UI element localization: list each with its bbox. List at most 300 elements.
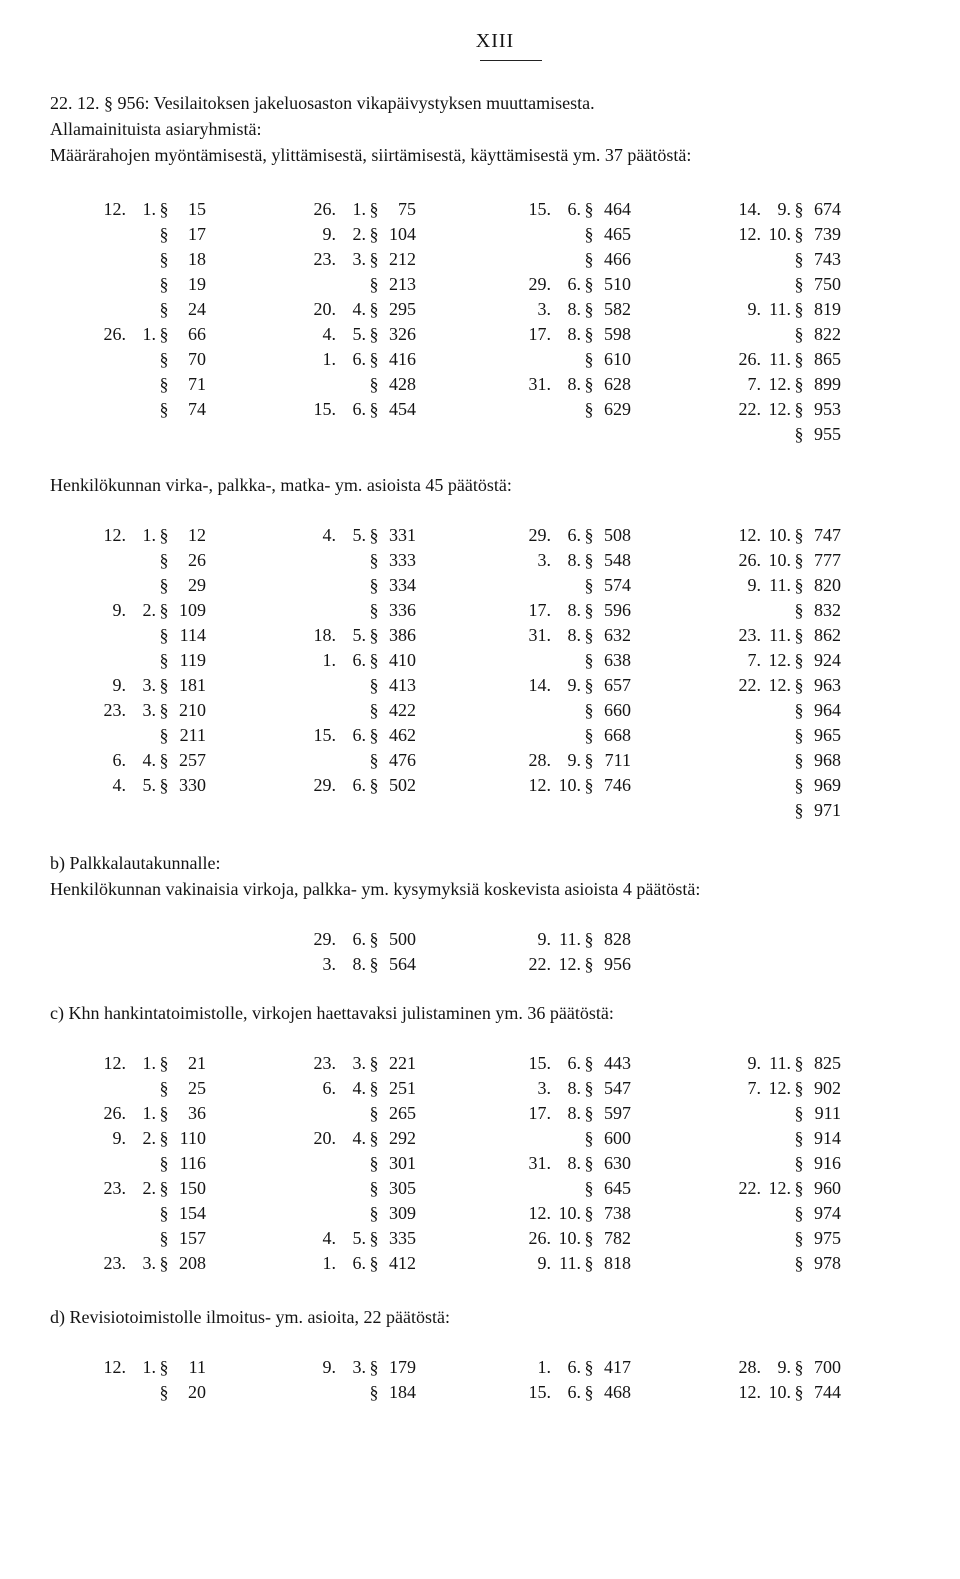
entry-number: 610 [604, 349, 631, 369]
decision-entry [515, 952, 631, 977]
entry-day: 1. [322, 650, 336, 670]
entry-number: 911 [814, 1103, 841, 1123]
entry-day: 17. [528, 600, 551, 620]
entry-number: 750 [814, 274, 841, 294]
section-sign: § [369, 929, 379, 949]
entry-day: 1. [537, 1357, 551, 1377]
section-sign: § [369, 1103, 379, 1123]
entry-number: 75 [398, 199, 416, 219]
decision-entry [90, 297, 206, 322]
entry-day: 9. [537, 929, 551, 949]
decision-entry [300, 952, 416, 977]
decision-entry [725, 247, 841, 272]
entry-month: 11. [769, 575, 791, 595]
section-sign: § [794, 1178, 804, 1198]
section-sign: § [584, 1128, 594, 1148]
entry-number: 960 [814, 1178, 841, 1198]
entry-number: 822 [814, 324, 841, 344]
entry-number: 828 [604, 929, 631, 949]
entry-number: 657 [604, 675, 631, 695]
entry-number: 508 [604, 525, 631, 545]
entry-day: 9. [747, 299, 761, 319]
entry-number: 15 [188, 199, 206, 219]
entry-month: 1. [142, 1053, 156, 1073]
decision-entry [515, 1251, 631, 1276]
entry-month: 2. [142, 1128, 156, 1148]
decision-entry [300, 723, 416, 748]
entry-month: 10. [768, 1382, 791, 1402]
decision-entry [515, 1226, 631, 1251]
entry-day: 31. [528, 625, 551, 645]
section-sign: § [584, 274, 594, 294]
entry-number: 114 [179, 625, 206, 645]
decision-entry [725, 1126, 841, 1151]
entry-month: 10. [558, 1203, 581, 1223]
section-sign: § [584, 550, 594, 570]
section-sign: § [159, 399, 169, 419]
decision-entry [725, 648, 841, 673]
entry-day: 28. [528, 750, 551, 770]
entry-number: 17 [188, 224, 206, 244]
decision-entry [90, 347, 206, 372]
entry-day: 9. [322, 1357, 336, 1377]
section-sign: § [369, 1128, 379, 1148]
section-sign: § [584, 249, 594, 269]
section-sign: § [794, 1203, 804, 1223]
entry-month: 8. [567, 324, 581, 344]
entry-day: 26. [738, 349, 761, 369]
entry-number: 668 [604, 725, 631, 745]
entry-month: 8. [567, 550, 581, 570]
entry-month: 6. [352, 929, 366, 949]
decision-entry [300, 598, 416, 623]
decision-entry [300, 1226, 416, 1251]
entry-number: 777 [814, 550, 841, 570]
section-sign: § [584, 1103, 594, 1123]
decision-entry [300, 1176, 416, 1201]
section-sign: § [794, 1382, 804, 1402]
section-sign: § [159, 1078, 169, 1098]
entry-day: 4. [322, 525, 336, 545]
decision-entry [725, 523, 841, 548]
section-sign: § [369, 575, 379, 595]
decision-entry [300, 347, 416, 372]
entry-month: 8. [567, 299, 581, 319]
section-sign: § [369, 1078, 379, 1098]
entry-month: 12. [768, 675, 791, 695]
section-sign: § [369, 399, 379, 419]
decision-entry [515, 1201, 631, 1226]
entry-day: 18. [313, 625, 336, 645]
section-sign: § [794, 324, 804, 344]
decision-entry [725, 1226, 841, 1251]
entry-number: 416 [389, 349, 416, 369]
section-sign: § [159, 725, 169, 745]
section-sign: § [159, 324, 169, 344]
section-sign: § [584, 324, 594, 344]
entry-day: 31. [528, 374, 551, 394]
entry-month: 1. [142, 525, 156, 545]
section-sign: § [584, 199, 594, 219]
entry-month: 6. [352, 349, 366, 369]
decision-entry [90, 1176, 206, 1201]
decision-entry [90, 723, 206, 748]
decision-entry [515, 598, 631, 623]
section-sign: § [794, 224, 804, 244]
section-sign: § [159, 550, 169, 570]
entry-day: 9. [747, 1053, 761, 1073]
decision-entry [725, 347, 841, 372]
entry-number: 660 [604, 700, 631, 720]
section-sign: § [794, 424, 804, 444]
entry-number: 965 [814, 725, 841, 745]
decision-entry [725, 322, 841, 347]
entry-number: 36 [188, 1103, 206, 1123]
entry-number: 743 [814, 249, 841, 269]
entry-month: 6. [567, 1382, 581, 1402]
entry-day: 23. [313, 1053, 336, 1073]
decision-entry [515, 397, 631, 422]
entry-number: 596 [604, 600, 631, 620]
section-sign: § [794, 1228, 804, 1248]
section-sign: § [159, 675, 169, 695]
entry-day: 22. [528, 954, 551, 974]
section-sign: § [584, 954, 594, 974]
decision-entry [725, 598, 841, 623]
section-sign: § [159, 224, 169, 244]
section-sign: § [794, 1357, 804, 1377]
section-sign: § [584, 1178, 594, 1198]
decision-entry [300, 1151, 416, 1176]
entry-number: 464 [604, 199, 631, 219]
entry-number: 468 [604, 1382, 631, 1402]
section-sign: § [369, 1053, 379, 1073]
section-sign: § [794, 725, 804, 745]
entry-number: 711 [604, 750, 631, 770]
decision-entry [300, 648, 416, 673]
header-rule [480, 60, 542, 61]
decision-entry [515, 1380, 631, 1405]
decision-entry [515, 573, 631, 598]
entry-number: 978 [814, 1253, 841, 1273]
entry-number: 924 [814, 650, 841, 670]
entry-month: 11. [769, 1053, 791, 1073]
entry-month: 3. [142, 700, 156, 720]
section-sign: § [794, 349, 804, 369]
entry-month: 9. [567, 675, 581, 695]
entry-day: 12. [738, 1382, 761, 1402]
decision-entry [90, 523, 206, 548]
entry-number: 21 [188, 1053, 206, 1073]
entry-day: 3. [322, 954, 336, 974]
decision-entry [725, 297, 841, 322]
entry-number: 413 [389, 675, 416, 695]
entry-day: 12. [103, 1053, 126, 1073]
entry-day: 3. [537, 299, 551, 319]
entry-number: 26 [188, 550, 206, 570]
entry-number: 386 [389, 625, 416, 645]
section-heading-b: b) Palkkalautakunnalle: [50, 853, 221, 873]
entry-number: 251 [389, 1078, 416, 1098]
section-sign: § [794, 775, 804, 795]
section-sign: § [794, 625, 804, 645]
entry-day: 6. [112, 750, 126, 770]
section-sign: § [159, 775, 169, 795]
entry-month: 10. [768, 224, 791, 244]
entry-month: 8. [352, 954, 366, 974]
entry-day: 12. [103, 199, 126, 219]
entry-month: 5. [352, 525, 366, 545]
section-sign: § [584, 650, 594, 670]
entry-month: 2. [142, 1178, 156, 1198]
entry-number: 956 [604, 954, 631, 974]
decision-entry [725, 698, 841, 723]
entry-day: 9. [112, 675, 126, 695]
section-sign: § [159, 750, 169, 770]
entry-month: 11. [769, 625, 791, 645]
entry-number: 476 [389, 750, 416, 770]
entry-number: 465 [604, 224, 631, 244]
entry-number: 645 [604, 1178, 631, 1198]
entry-month: 5. [352, 625, 366, 645]
entry-month: 10. [558, 1228, 581, 1248]
section-sign: § [369, 725, 379, 745]
section-sign: § [584, 1253, 594, 1273]
entry-day: 12. [528, 1203, 551, 1223]
entry-number: 119 [179, 650, 206, 670]
entry-day: 12. [738, 224, 761, 244]
section-sign: § [159, 199, 169, 219]
section-sign: § [159, 625, 169, 645]
entry-day: 1. [322, 349, 336, 369]
entry-month: 3. [352, 249, 366, 269]
entry-day: 3. [537, 1078, 551, 1098]
entry-day: 7. [747, 650, 761, 670]
entry-month: 8. [567, 600, 581, 620]
section-sign: § [159, 1128, 169, 1148]
entry-day: 20. [313, 1128, 336, 1148]
section-heading-c: c) Khn hankintatoimistolle, virkojen haettavaksi julistaminen ym. 36 päätöstä: [50, 1003, 614, 1023]
section-sign: § [369, 299, 379, 319]
entry-month: 6. [567, 199, 581, 219]
entry-number: 564 [389, 954, 416, 974]
section-sign: § [369, 750, 379, 770]
section-sign: § [794, 199, 804, 219]
decision-entry [90, 598, 206, 623]
entry-month: 4. [352, 1128, 366, 1148]
decision-entry [90, 748, 206, 773]
entry-day: 12. [528, 775, 551, 795]
entry-number: 819 [814, 299, 841, 319]
section-sign: § [584, 1153, 594, 1173]
decision-entry [725, 1151, 841, 1176]
decision-entry [515, 927, 631, 952]
decision-entry [300, 1380, 416, 1405]
decision-entry [300, 573, 416, 598]
entry-number: 29 [188, 575, 206, 595]
decision-entry [725, 222, 841, 247]
entry-number: 295 [389, 299, 416, 319]
section-sign: § [794, 1103, 804, 1123]
decision-entry [300, 698, 416, 723]
decision-entry [300, 1251, 416, 1276]
decision-entry [90, 1355, 206, 1380]
entry-number: 428 [389, 374, 416, 394]
decision-entry [725, 1355, 841, 1380]
decision-entry [515, 1101, 631, 1126]
entry-number: 208 [179, 1253, 206, 1273]
entry-month: 3. [352, 1357, 366, 1377]
entry-number: 818 [604, 1253, 631, 1273]
entry-day: 4. [322, 1228, 336, 1248]
entry-number: 11 [188, 1357, 206, 1377]
decision-entry [515, 773, 631, 798]
entry-month: 1. [352, 199, 366, 219]
decision-entry [90, 322, 206, 347]
entry-month: 3. [142, 1253, 156, 1273]
entry-number: 326 [389, 324, 416, 344]
section-sign: § [794, 1078, 804, 1098]
section-sign: § [369, 274, 379, 294]
entry-number: 181 [179, 675, 206, 695]
entry-number: 184 [389, 1382, 416, 1402]
section-sign: § [369, 1178, 379, 1198]
decision-entry [90, 247, 206, 272]
entry-number: 454 [389, 399, 416, 419]
entry-number: 975 [814, 1228, 841, 1248]
entry-day: 23. [103, 700, 126, 720]
decision-entry [515, 1126, 631, 1151]
entry-month: 11. [559, 1253, 581, 1273]
section-sign: § [369, 349, 379, 369]
decision-entry [515, 623, 631, 648]
entry-month: 8. [567, 374, 581, 394]
decision-entry [90, 1126, 206, 1151]
entry-day: 23. [103, 1178, 126, 1198]
decision-entry [300, 748, 416, 773]
decision-entry [300, 1126, 416, 1151]
section-sign: § [794, 1153, 804, 1173]
decision-entry [725, 397, 841, 422]
entry-day: 7. [747, 1078, 761, 1098]
entry-number: 292 [389, 1128, 416, 1148]
decision-entry [300, 222, 416, 247]
decision-entry [515, 297, 631, 322]
decision-entry [90, 548, 206, 573]
entry-day: 12. [103, 525, 126, 545]
entry-number: 109 [179, 600, 206, 620]
entry-day: 9. [112, 1128, 126, 1148]
entry-month: 12. [768, 1078, 791, 1098]
section-sign: § [584, 224, 594, 244]
section-sign: § [584, 1053, 594, 1073]
entry-number: 336 [389, 600, 416, 620]
decision-entry [300, 773, 416, 798]
section-sign: § [369, 1382, 379, 1402]
entry-number: 628 [604, 374, 631, 394]
section-sign: § [794, 1253, 804, 1273]
decision-entry [725, 1076, 841, 1101]
page-number: XIII [475, 30, 515, 52]
entry-number: 674 [814, 199, 841, 219]
entry-number: 865 [814, 349, 841, 369]
section-sign: § [159, 274, 169, 294]
decision-entry [515, 1151, 631, 1176]
decision-entry [90, 272, 206, 297]
entry-number: 600 [604, 1128, 631, 1148]
decision-entry [515, 322, 631, 347]
section-sign: § [794, 274, 804, 294]
decision-entry [300, 272, 416, 297]
entry-number: 548 [604, 550, 631, 570]
entry-number: 820 [814, 575, 841, 595]
entry-number: 953 [814, 399, 841, 419]
entry-day: 29. [528, 274, 551, 294]
entry-number: 462 [389, 725, 416, 745]
decision-entry [725, 748, 841, 773]
entry-month: 6. [352, 725, 366, 745]
entry-month: 10. [558, 775, 581, 795]
entry-month: 1. [142, 199, 156, 219]
decision-entry [90, 1201, 206, 1226]
entry-day: 17. [528, 324, 551, 344]
entry-number: 116 [179, 1153, 206, 1173]
decision-entry [90, 1101, 206, 1126]
decision-entry [90, 573, 206, 598]
entry-number: 211 [179, 725, 206, 745]
entry-number: 574 [604, 575, 631, 595]
decision-entry [300, 322, 416, 347]
decision-entry [90, 1151, 206, 1176]
entry-number: 70 [188, 349, 206, 369]
section-sign: § [369, 324, 379, 344]
entry-number: 632 [604, 625, 631, 645]
decision-entry [725, 773, 841, 798]
entry-number: 630 [604, 1153, 631, 1173]
section-sign: § [584, 299, 594, 319]
section-sign: § [584, 525, 594, 545]
entry-month: 1. [142, 1357, 156, 1377]
entry-day: 31. [528, 1153, 551, 1173]
section-sign: § [159, 349, 169, 369]
decision-entry [90, 1380, 206, 1405]
decision-entry [300, 548, 416, 573]
entry-month: 5. [142, 775, 156, 795]
entry-number: 210 [179, 700, 206, 720]
decision-entry [90, 698, 206, 723]
section-sign: § [794, 249, 804, 269]
decision-entry [725, 548, 841, 573]
section-sign: § [584, 1228, 594, 1248]
entry-number: 899 [814, 374, 841, 394]
entry-month: 11. [769, 299, 791, 319]
section-sign: § [369, 1203, 379, 1223]
decision-entry [515, 698, 631, 723]
entry-day: 15. [313, 399, 336, 419]
decision-entry [90, 673, 206, 698]
entry-month: 4. [142, 750, 156, 770]
entry-number: 334 [389, 575, 416, 595]
entry-number: 157 [179, 1228, 206, 1248]
section-sign: § [159, 374, 169, 394]
decision-entry [300, 927, 416, 952]
decision-entry [725, 1101, 841, 1126]
entry-number: 629 [604, 399, 631, 419]
decision-entry [300, 1076, 416, 1101]
section-sign: § [159, 1153, 169, 1173]
entry-number: 466 [604, 249, 631, 269]
decision-entry [90, 648, 206, 673]
